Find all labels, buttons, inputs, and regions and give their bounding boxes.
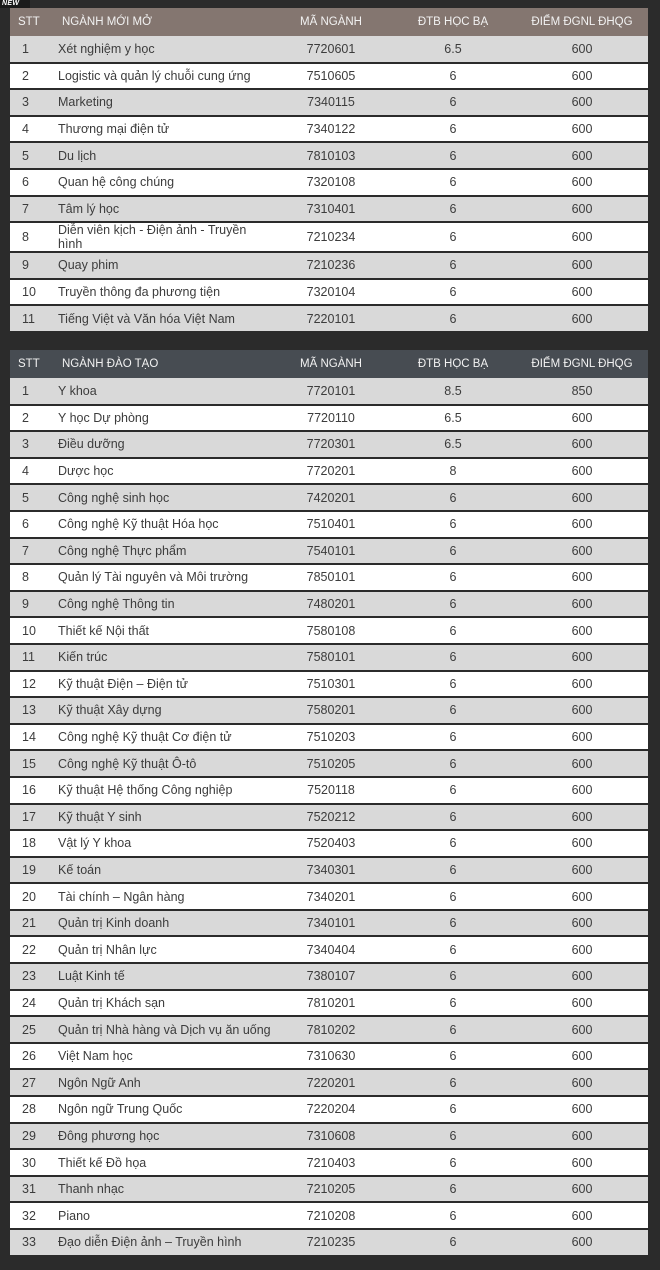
table-row	[10, 484, 648, 511]
cell-major-code: 7520118	[272, 777, 390, 804]
cell-stt: 1	[10, 36, 54, 63]
cell-major-code: 7310630	[272, 1043, 390, 1070]
cell-score: 600	[516, 804, 648, 831]
cell-stt: 31	[10, 1176, 54, 1203]
cell-major-name: Tâm lý học	[54, 196, 272, 223]
cell-gpa: 6	[390, 1123, 516, 1150]
header-score: ĐIỂM ĐGNL ĐHQG	[531, 357, 633, 370]
cell-major-code: 7720301	[272, 431, 390, 458]
cell-major-code: 7340301	[272, 857, 390, 884]
cell-stt: 9	[10, 252, 54, 279]
cell-major-name: Quản trị Khách sạn	[54, 990, 272, 1017]
cell-score: 600	[516, 564, 648, 591]
cell-stt: 18	[10, 830, 54, 857]
cell-stt: 28	[10, 1096, 54, 1123]
cell-major-name: Công nghệ Kỹ thuật Cơ điện tử	[54, 724, 272, 751]
cell-stt: 21	[10, 910, 54, 937]
cell-major-code: 7520403	[272, 830, 390, 857]
table-row	[10, 1149, 648, 1176]
cell-score: 600	[516, 1069, 648, 1096]
cell-gpa: 6	[390, 511, 516, 538]
cell-score: 600	[516, 63, 648, 90]
table-row	[10, 116, 648, 143]
cell-major-name: Quản trị Nhà hàng và Dịch vụ ăn uống	[54, 1016, 272, 1043]
cell-major-code: 7510205	[272, 750, 390, 777]
cell-stt: 30	[10, 1149, 54, 1176]
table-row	[10, 591, 648, 618]
cell-major-name: Công nghệ Thực phẩm	[54, 538, 272, 565]
cell-major-code: 7210236	[272, 252, 390, 279]
table-row	[10, 644, 648, 671]
cell-gpa: 6	[390, 196, 516, 223]
cell-stt: 17	[10, 804, 54, 831]
cell-score: 600	[516, 484, 648, 511]
cell-major-code: 7320104	[272, 279, 390, 306]
cell-major-code: 7210205	[272, 1176, 390, 1203]
cell-stt: 3	[10, 431, 54, 458]
new-majors-table	[10, 8, 648, 333]
cell-gpa: 8.5	[390, 378, 516, 405]
cell-score: 600	[516, 830, 648, 857]
cell-score: 600	[516, 591, 648, 618]
cell-major-name: Đông phương học	[54, 1123, 272, 1150]
cell-stt: 29	[10, 1123, 54, 1150]
table-header	[10, 350, 648, 378]
cell-gpa: 6	[390, 591, 516, 618]
cell-gpa: 8	[390, 458, 516, 485]
cell-score: 600	[516, 1096, 648, 1123]
cell-stt: 25	[10, 1016, 54, 1043]
header-major-code: MÃ NGÀNH	[300, 15, 362, 28]
majors-table	[10, 350, 648, 1257]
cell-gpa: 6	[390, 89, 516, 116]
cell-score: 600	[516, 36, 648, 63]
header-stt: STT	[18, 15, 40, 28]
table-row	[10, 777, 648, 804]
cell-score: 600	[516, 724, 648, 751]
cell-gpa: 6	[390, 279, 516, 306]
table-row	[10, 1043, 648, 1070]
cell-gpa: 6	[390, 63, 516, 90]
cell-major-code: 7420201	[272, 484, 390, 511]
table-row	[10, 617, 648, 644]
cell-gpa: 6	[390, 538, 516, 565]
cell-stt: 23	[10, 963, 54, 990]
cell-major-name: Kỹ thuật Y sinh	[54, 804, 272, 831]
table-row	[10, 305, 648, 332]
cell-gpa: 6	[390, 305, 516, 332]
cell-stt: 14	[10, 724, 54, 751]
cell-score: 600	[516, 142, 648, 169]
cell-major-name: Ngôn ngữ Trung Quốc	[54, 1096, 272, 1123]
cell-stt: 12	[10, 671, 54, 698]
table-row	[10, 511, 648, 538]
cell-major-code: 7210403	[272, 1149, 390, 1176]
table-row	[10, 222, 648, 252]
cell-major-code: 7720601	[272, 36, 390, 63]
cell-score: 600	[516, 196, 648, 223]
cell-major-name: Quản trị Kinh doanh	[54, 910, 272, 937]
cell-gpa: 6	[390, 1202, 516, 1229]
cell-stt: 32	[10, 1202, 54, 1229]
cell-major-code: 7850101	[272, 564, 390, 591]
cell-gpa: 6	[390, 1016, 516, 1043]
table-row	[10, 1123, 648, 1150]
cell-stt: 19	[10, 857, 54, 884]
table-row	[10, 564, 648, 591]
cell-score: 600	[516, 89, 648, 116]
header-stt: STT	[18, 357, 40, 370]
cell-major-code: 7210235	[272, 1229, 390, 1256]
cell-score: 600	[516, 1202, 648, 1229]
cell-major-code: 7510401	[272, 511, 390, 538]
cell-score: 600	[516, 883, 648, 910]
cell-score: 600	[516, 305, 648, 332]
cell-stt: 7	[10, 196, 54, 223]
cell-stt: 8	[10, 564, 54, 591]
cell-stt: 1	[10, 378, 54, 405]
cell-major-name: Piano	[54, 1202, 272, 1229]
table-row	[10, 89, 648, 116]
cell-stt: 4	[10, 116, 54, 143]
cell-gpa: 6	[390, 883, 516, 910]
cell-stt: 20	[10, 883, 54, 910]
table-row	[10, 804, 648, 831]
cell-gpa: 6	[390, 1149, 516, 1176]
cell-major-code: 7810202	[272, 1016, 390, 1043]
cell-score: 600	[516, 1229, 648, 1256]
table-row	[10, 36, 648, 63]
cell-major-name: Tài chính – Ngân hàng	[54, 883, 272, 910]
new-badge: NEW	[0, 0, 30, 8]
cell-gpa: 6	[390, 777, 516, 804]
cell-major-name: Việt Nam học	[54, 1043, 272, 1070]
table-row	[10, 750, 648, 777]
cell-gpa: 6	[390, 990, 516, 1017]
cell-stt: 33	[10, 1229, 54, 1256]
cell-stt: 22	[10, 936, 54, 963]
cell-major-name: Luật Kinh tế	[54, 963, 272, 990]
cell-major-name: Điều dưỡng	[54, 431, 272, 458]
table-row	[10, 857, 648, 884]
table-row	[10, 671, 648, 698]
cell-major-name: Thương mại điện tử	[54, 116, 272, 143]
table-row	[10, 196, 648, 223]
cell-major-name: Diễn viên kịch - Điện ảnh - Truyền hình	[54, 222, 272, 252]
cell-gpa: 6	[390, 830, 516, 857]
cell-major-code: 7720201	[272, 458, 390, 485]
cell-major-code: 7580201	[272, 697, 390, 724]
cell-score: 600	[516, 279, 648, 306]
cell-gpa: 6.5	[390, 405, 516, 432]
cell-score: 600	[516, 1016, 648, 1043]
cell-stt: 8	[10, 222, 54, 252]
table-row	[10, 458, 648, 485]
cell-major-code: 7340201	[272, 883, 390, 910]
cell-gpa: 6.5	[390, 36, 516, 63]
cell-score: 600	[516, 169, 648, 196]
cell-score: 600	[516, 538, 648, 565]
cell-stt: 13	[10, 697, 54, 724]
cell-major-code: 7310401	[272, 196, 390, 223]
cell-major-name: Thiết kế Nội thất	[54, 617, 272, 644]
cell-score: 600	[516, 511, 648, 538]
cell-major-code: 7720110	[272, 405, 390, 432]
cell-stt: 7	[10, 538, 54, 565]
cell-major-code: 7540101	[272, 538, 390, 565]
table-row	[10, 724, 648, 751]
cell-gpa: 6	[390, 724, 516, 751]
cell-major-code: 7340404	[272, 936, 390, 963]
cell-major-code: 7810103	[272, 142, 390, 169]
cell-major-code: 7510605	[272, 63, 390, 90]
table-row	[10, 1229, 648, 1256]
cell-gpa: 6	[390, 1096, 516, 1123]
cell-major-code: 7580101	[272, 644, 390, 671]
cell-stt: 24	[10, 990, 54, 1017]
table-row	[10, 697, 648, 724]
table-row	[10, 1069, 648, 1096]
cell-stt: 5	[10, 142, 54, 169]
cell-major-name: Truyền thông đa phương tiện	[54, 279, 272, 306]
cell-gpa: 6.5	[390, 431, 516, 458]
cell-gpa: 6	[390, 484, 516, 511]
cell-gpa: 6	[390, 697, 516, 724]
cell-stt: 4	[10, 458, 54, 485]
cell-stt: 2	[10, 405, 54, 432]
cell-score: 600	[516, 617, 648, 644]
cell-stt: 27	[10, 1069, 54, 1096]
cell-major-name: Marketing	[54, 89, 272, 116]
cell-score: 600	[516, 431, 648, 458]
cell-major-code: 7210234	[272, 222, 390, 252]
table-row	[10, 1016, 648, 1043]
cell-stt: 15	[10, 750, 54, 777]
cell-score: 600	[516, 405, 648, 432]
header-major-name: NGÀNH ĐÀO TẠO	[62, 357, 159, 370]
cell-gpa: 6	[390, 857, 516, 884]
cell-gpa: 6	[390, 671, 516, 698]
table-row	[10, 252, 648, 279]
cell-major-code: 7580108	[272, 617, 390, 644]
cell-stt: 10	[10, 617, 54, 644]
table-row	[10, 830, 648, 857]
table-row	[10, 142, 648, 169]
table-row	[10, 963, 648, 990]
cell-major-code: 7510203	[272, 724, 390, 751]
cell-major-name: Vật lý Y khoa	[54, 830, 272, 857]
cell-major-code: 7480201	[272, 591, 390, 618]
cell-score: 600	[516, 644, 648, 671]
table-row	[10, 538, 648, 565]
cell-major-code: 7720101	[272, 378, 390, 405]
cell-major-name: Xét nghiệm y học	[54, 36, 272, 63]
table-row	[10, 63, 648, 90]
cell-major-name: Quản lý Tài nguyên và Môi trường	[54, 564, 272, 591]
cell-stt: 2	[10, 63, 54, 90]
table-row	[10, 910, 648, 937]
cell-score: 600	[516, 990, 648, 1017]
table-row	[10, 1096, 648, 1123]
cell-score: 600	[516, 222, 648, 252]
cell-major-name: Dược học	[54, 458, 272, 485]
cell-major-name: Quan hệ công chúng	[54, 169, 272, 196]
cell-major-name: Quay phim	[54, 252, 272, 279]
table-row	[10, 1176, 648, 1203]
cell-major-name: Quản trị Nhân lực	[54, 936, 272, 963]
cell-gpa: 6	[390, 1069, 516, 1096]
cell-gpa: 6	[390, 564, 516, 591]
cell-major-name: Thiết kế Đồ họa	[54, 1149, 272, 1176]
cell-score: 850	[516, 378, 648, 405]
header-gpa: ĐTB HỌC BẠ	[417, 15, 489, 28]
cell-major-code: 7220101	[272, 305, 390, 332]
cell-stt: 6	[10, 169, 54, 196]
cell-major-name: Ngôn Ngữ Anh	[54, 1069, 272, 1096]
cell-stt: 26	[10, 1043, 54, 1070]
cell-major-code: 7320108	[272, 169, 390, 196]
cell-score: 600	[516, 1043, 648, 1070]
cell-major-name: Kỹ thuật Điện – Điện tử	[54, 671, 272, 698]
cell-gpa: 6	[390, 1229, 516, 1256]
header-major-name: NGÀNH MỚI MỞ	[62, 15, 152, 28]
cell-major-code: 7510301	[272, 671, 390, 698]
cell-gpa: 6	[390, 142, 516, 169]
cell-score: 600	[516, 252, 648, 279]
cell-major-name: Kỹ thuật Xây dựng	[54, 697, 272, 724]
cell-score: 600	[516, 857, 648, 884]
cell-stt: 16	[10, 777, 54, 804]
cell-stt: 11	[10, 305, 54, 332]
cell-major-name: Công nghệ sinh học	[54, 484, 272, 511]
table-row	[10, 279, 648, 306]
cell-score: 600	[516, 116, 648, 143]
cell-major-name: Y học Dự phòng	[54, 405, 272, 432]
cell-stt: 11	[10, 644, 54, 671]
cell-stt: 5	[10, 484, 54, 511]
cell-gpa: 6	[390, 644, 516, 671]
table-row	[10, 1202, 648, 1229]
cell-gpa: 6	[390, 169, 516, 196]
cell-major-name: Kiến trúc	[54, 644, 272, 671]
table-row	[10, 990, 648, 1017]
cell-major-name: Kỹ thuật Hệ thống Công nghiệp	[54, 777, 272, 804]
cell-major-code: 7380107	[272, 963, 390, 990]
cell-score: 600	[516, 910, 648, 937]
cell-major-code: 7220201	[272, 1069, 390, 1096]
table-row	[10, 883, 648, 910]
cell-stt: 10	[10, 279, 54, 306]
cell-score: 600	[516, 1176, 648, 1203]
cell-major-name: Du lịch	[54, 142, 272, 169]
cell-score: 600	[516, 963, 648, 990]
cell-stt: 6	[10, 511, 54, 538]
table-header	[10, 8, 648, 36]
cell-major-name: Công nghệ Thông tin	[54, 591, 272, 618]
cell-major-code: 7210208	[272, 1202, 390, 1229]
cell-score: 600	[516, 936, 648, 963]
cell-gpa: 6	[390, 1176, 516, 1203]
table-row	[10, 936, 648, 963]
cell-major-name: Kế toán	[54, 857, 272, 884]
cell-gpa: 6	[390, 936, 516, 963]
cell-stt: 9	[10, 591, 54, 618]
cell-gpa: 6	[390, 963, 516, 990]
cell-gpa: 6	[390, 1043, 516, 1070]
cell-major-code: 7340101	[272, 910, 390, 937]
cell-major-code: 7810201	[272, 990, 390, 1017]
cell-gpa: 6	[390, 116, 516, 143]
cell-major-name: Công nghệ Kỹ thuật Hóa học	[54, 511, 272, 538]
table-row	[10, 405, 648, 432]
table-row	[10, 431, 648, 458]
cell-major-code: 7340122	[272, 116, 390, 143]
cell-score: 600	[516, 671, 648, 698]
cell-score: 600	[516, 458, 648, 485]
cell-gpa: 6	[390, 910, 516, 937]
header-gpa: ĐTB HỌC BẠ	[417, 357, 489, 370]
cell-major-name: Đạo diễn Điện ảnh – Truyền hình	[54, 1229, 272, 1256]
cell-gpa: 6	[390, 617, 516, 644]
header-score: ĐIỂM ĐGNL ĐHQG	[531, 15, 633, 28]
cell-gpa: 6	[390, 750, 516, 777]
table-row	[10, 169, 648, 196]
cell-major-code: 7310608	[272, 1123, 390, 1150]
cell-major-name: Logistic và quản lý chuỗi cung ứng	[54, 63, 272, 90]
cell-gpa: 6	[390, 804, 516, 831]
table-row	[10, 378, 648, 405]
cell-score: 600	[516, 1149, 648, 1176]
header-major-code: MÃ NGÀNH	[300, 357, 362, 370]
cell-stt: 3	[10, 89, 54, 116]
cell-score: 600	[516, 777, 648, 804]
cell-score: 600	[516, 750, 648, 777]
cell-score: 600	[516, 697, 648, 724]
cell-major-code: 7340115	[272, 89, 390, 116]
cell-major-name: Thanh nhạc	[54, 1176, 272, 1203]
cell-major-code: 7220204	[272, 1096, 390, 1123]
cell-major-code: 7520212	[272, 804, 390, 831]
cell-major-name: Công nghệ Kỹ thuật Ô-tô	[54, 750, 272, 777]
cell-gpa: 6	[390, 222, 516, 252]
cell-score: 600	[516, 1123, 648, 1150]
cell-gpa: 6	[390, 252, 516, 279]
cell-major-name: Tiếng Việt và Văn hóa Việt Nam	[54, 305, 272, 332]
cell-major-name: Y khoa	[54, 378, 272, 405]
